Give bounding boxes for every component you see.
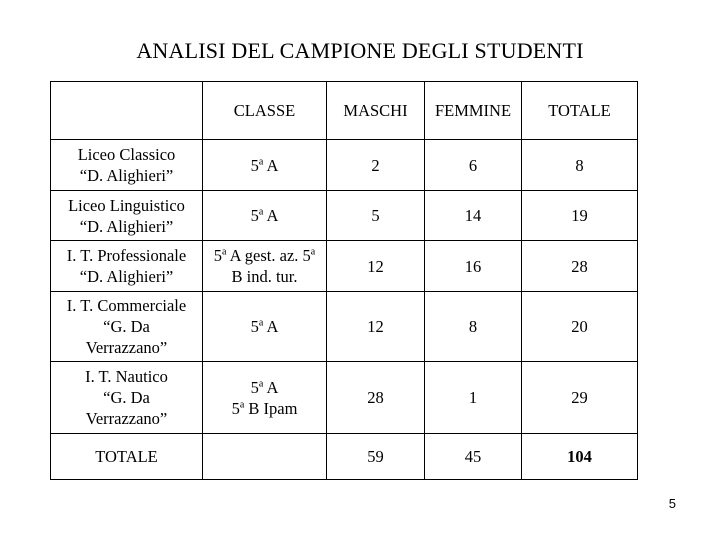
totale-cell: 8 <box>522 140 638 191</box>
maschi-cell: 12 <box>327 241 425 292</box>
maschi-cell: 5 <box>327 191 425 241</box>
table-row <box>51 241 638 292</box>
school-name-sub2: Verrazzano” <box>85 409 168 428</box>
class-superscript: a <box>258 156 264 167</box>
class-value: A gest. az. 5 <box>229 246 311 265</box>
header-classe: CLASSE <box>203 82 327 140</box>
totale-cell: 29 <box>522 362 638 434</box>
femmine-cell: 1 <box>425 362 522 434</box>
class-superscript: a <box>222 246 227 258</box>
femmine-cell: 16 <box>425 241 522 292</box>
school-name: I. T. Commerciale <box>66 296 187 315</box>
table-row <box>51 362 638 434</box>
header-totale: TOTALE <box>522 82 638 140</box>
table-header-row <box>51 82 638 140</box>
class-cell <box>203 140 327 191</box>
class-value: A <box>266 377 279 397</box>
class-value-line2: B ind. tur. <box>231 267 298 286</box>
femmine-cell: 6 <box>425 140 522 191</box>
header-femmine: FEMMINE <box>425 82 522 140</box>
school-name: I. T. Professionale <box>66 246 187 265</box>
school-name-sub: “G. Da <box>103 317 150 336</box>
header-maschi: MASCHI <box>327 82 425 140</box>
total-label: TOTALE <box>51 434 203 480</box>
class-superscript: a <box>258 317 264 329</box>
class-cell <box>203 191 327 241</box>
school-name-sub: “G. Da <box>103 388 150 407</box>
class-cell <box>203 362 327 434</box>
school-name-sub: “D. Alighieri” <box>79 216 174 236</box>
slide-title: ANALISI DEL CAMPIONE DEGLI STUDENTI <box>136 38 584 63</box>
school-cell <box>51 140 203 191</box>
totale-cell: 19 <box>522 191 638 241</box>
class-prefix: 5 <box>231 398 240 418</box>
class-superscript: a <box>239 399 245 410</box>
maschi-cell: 28 <box>327 362 425 434</box>
table-row <box>51 191 638 241</box>
class-superscript: a <box>258 206 264 218</box>
totale-cell: 20 <box>522 292 638 362</box>
school-name-sub: “D. Alighieri” <box>79 166 174 185</box>
school-cell <box>51 191 203 241</box>
total-maschi: 59 <box>327 434 425 480</box>
page-number: 5 <box>668 496 676 511</box>
table-row <box>51 292 638 362</box>
class-value-line2: B Ipam <box>248 398 298 418</box>
school-cell <box>51 362 203 434</box>
class-prefix: 5 <box>250 377 259 397</box>
maschi-cell: 2 <box>327 140 425 191</box>
total-femmine: 45 <box>425 434 522 480</box>
class-value: A <box>266 317 279 336</box>
class-superscript: a <box>310 246 316 258</box>
class-prefix: 5 <box>250 155 259 175</box>
femmine-cell: 14 <box>425 191 522 241</box>
total-totale: 104 <box>522 434 638 480</box>
class-cell <box>203 241 327 292</box>
school-name: Liceo Classico <box>77 145 176 164</box>
femmine-cell: 8 <box>425 292 522 362</box>
class-prefix: 5 <box>250 317 259 336</box>
school-name-sub: “D. Alighieri” <box>79 267 174 286</box>
school-cell <box>51 241 203 292</box>
class-value: A <box>266 206 279 225</box>
school-name-sub2: Verrazzano” <box>85 338 168 357</box>
school-name: Liceo Linguistico <box>68 195 185 215</box>
school-cell <box>51 292 203 362</box>
class-prefix: 5 <box>213 246 222 265</box>
class-superscript: a <box>258 378 264 389</box>
school-name: I. T. Nautico <box>85 367 168 386</box>
total-class-cell <box>203 434 327 480</box>
total-row <box>51 434 638 480</box>
header-corner-cell <box>51 82 203 140</box>
totale-cell: 28 <box>522 241 638 292</box>
class-prefix: 5 <box>250 206 259 225</box>
class-value: A <box>266 155 279 175</box>
students-table <box>50 81 638 480</box>
table-row <box>51 140 638 191</box>
maschi-cell: 12 <box>327 292 425 362</box>
class-cell <box>203 292 327 362</box>
